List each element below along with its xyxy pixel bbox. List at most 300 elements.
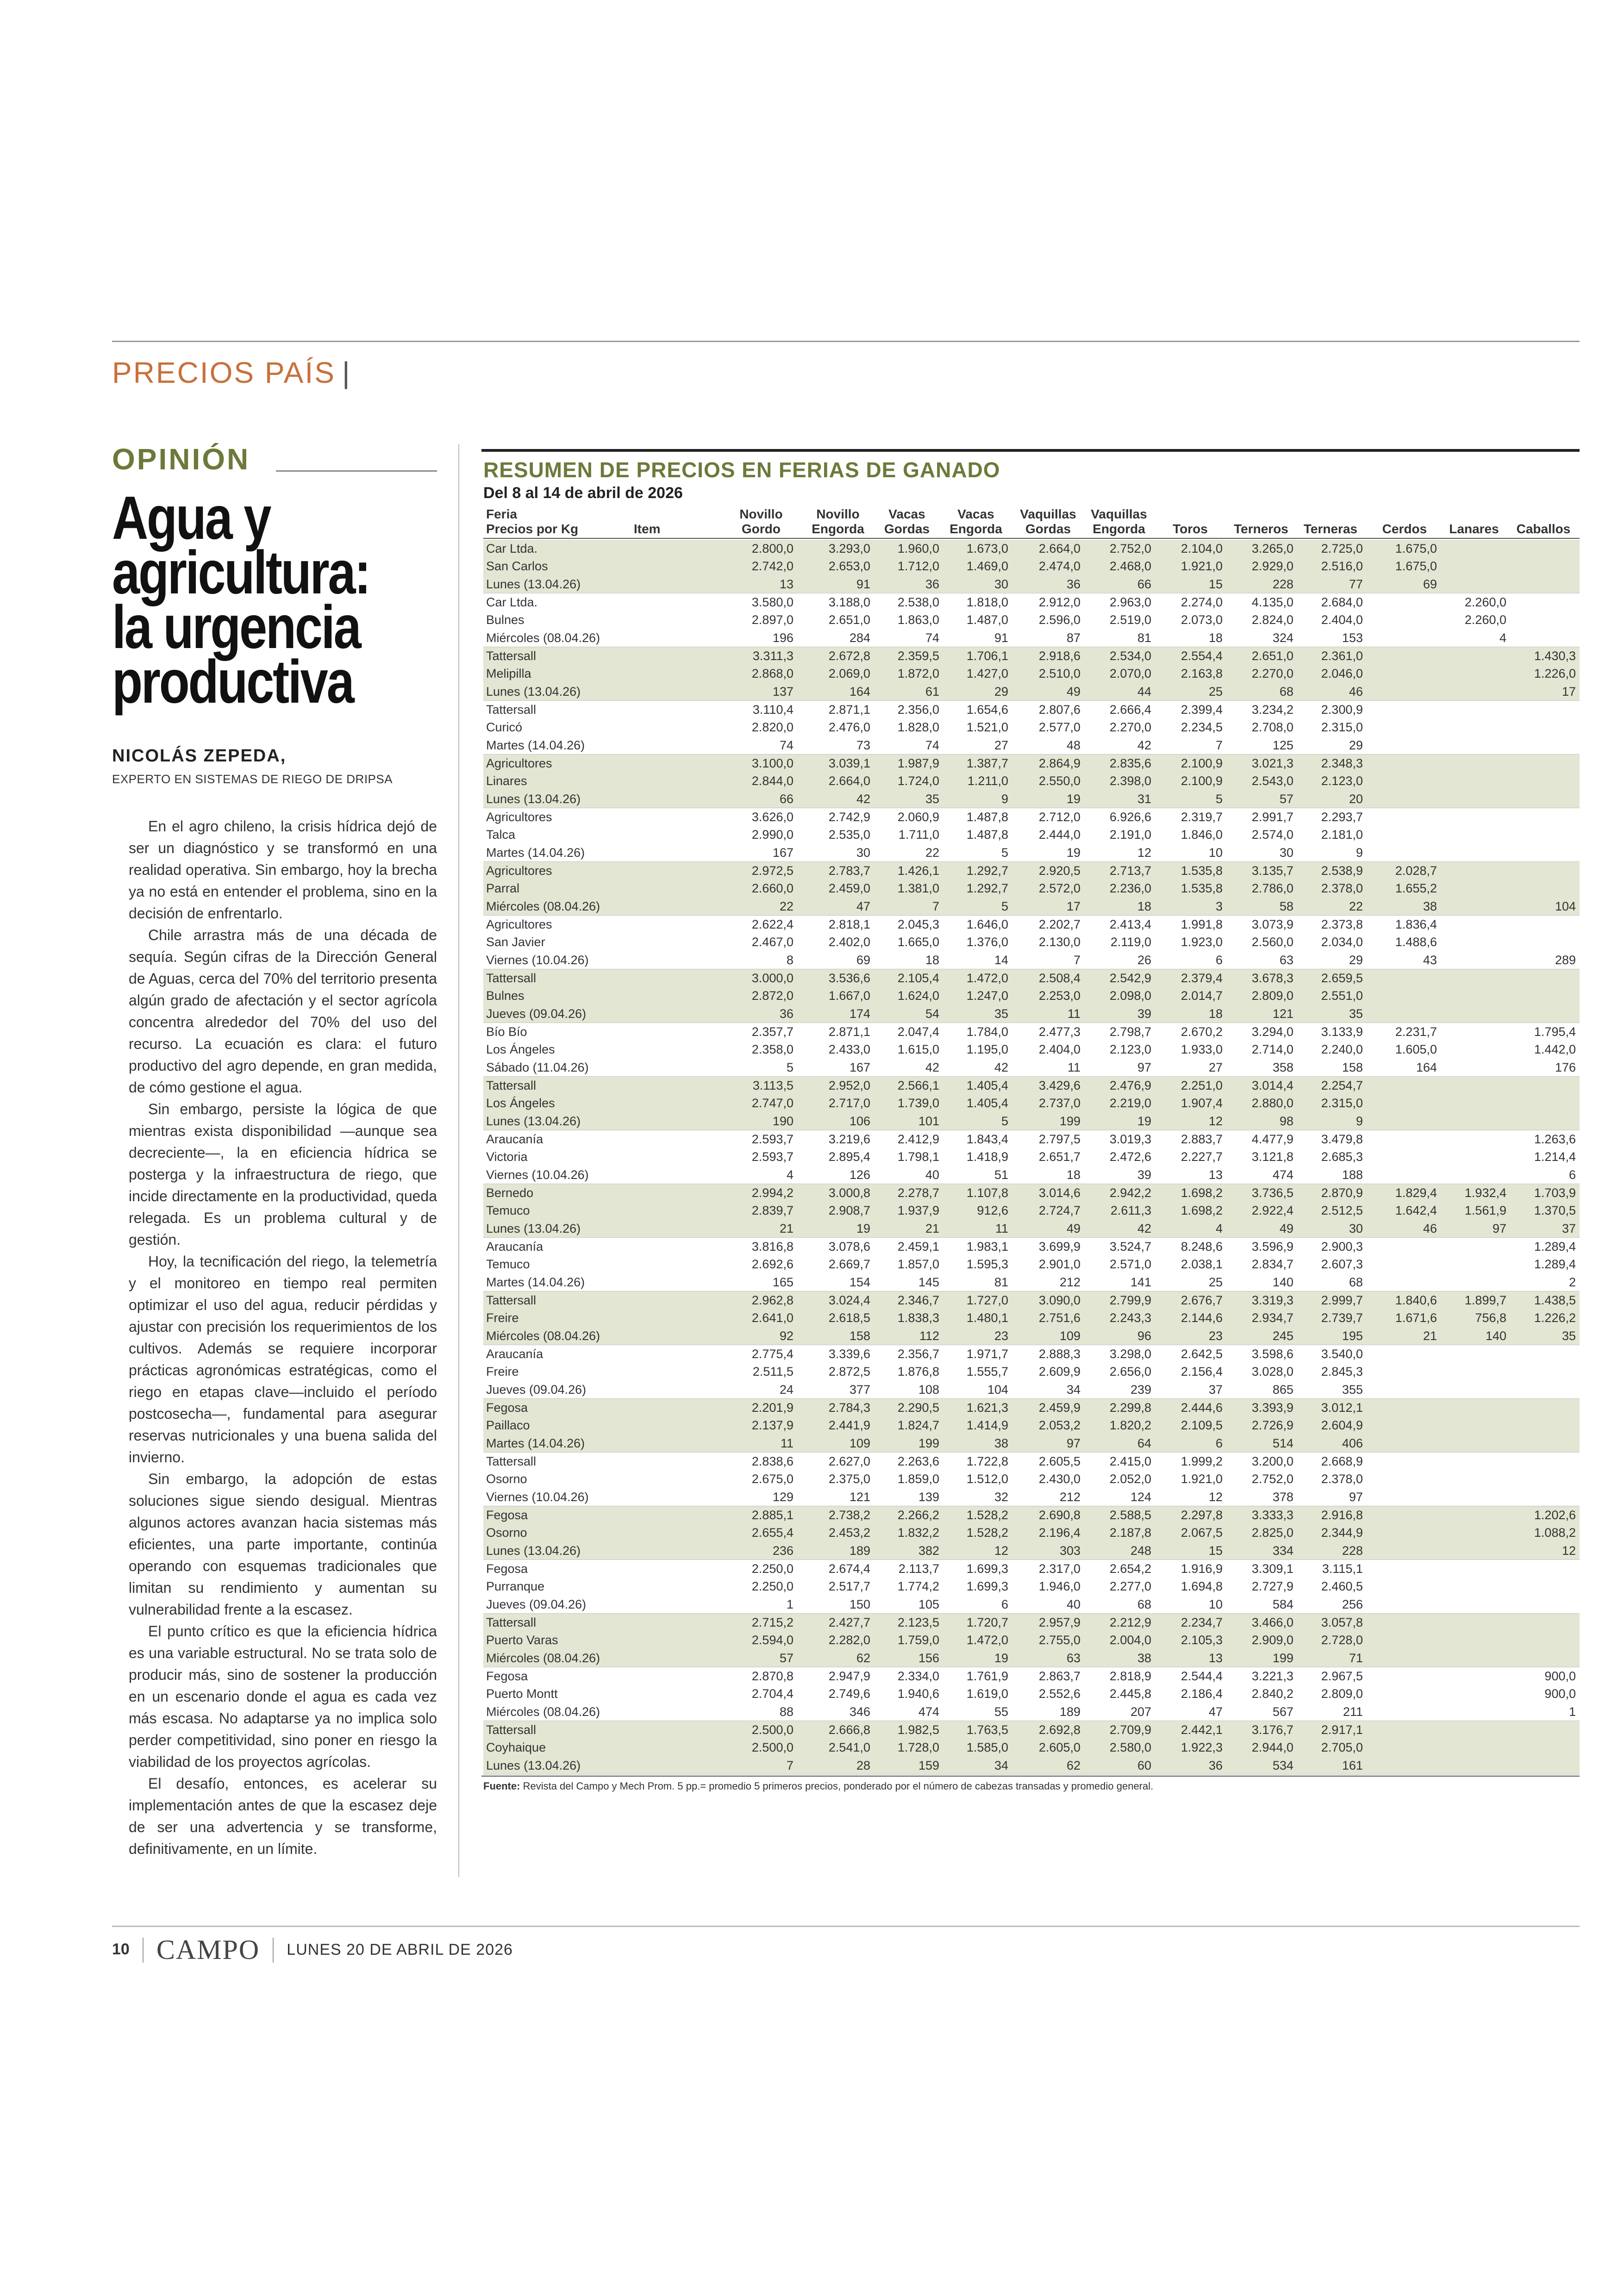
price-cell: 1.426,1 <box>897 864 939 878</box>
table-row <box>483 1721 1580 1739</box>
price-cell: 2.618,5 <box>828 1311 870 1325</box>
price-cell: 1.982,5 <box>897 1723 939 1737</box>
table-row <box>483 665 1580 682</box>
price-cell: 2.901,0 <box>1038 1257 1081 1272</box>
table-row <box>483 1667 1580 1685</box>
price-cell: 1.694,8 <box>1181 1579 1223 1594</box>
price-cell: 63 <box>1279 953 1293 967</box>
price-cell: 2.550,0 <box>1038 774 1081 788</box>
price-cell: 865 <box>1272 1382 1293 1397</box>
price-cell: 3.115,1 <box>1322 1562 1363 1576</box>
price-cell: 19 <box>856 1221 870 1235</box>
price-cell: 2.156,4 <box>1181 1365 1223 1379</box>
feria-cell: Bío Bío <box>486 1025 527 1039</box>
table-row <box>483 611 1580 629</box>
feria-cell: San Carlos <box>486 559 548 574</box>
price-cell: 228 <box>1272 577 1293 591</box>
price-cell: 57 <box>1279 792 1293 806</box>
price-cell: 2.299,8 <box>1109 1401 1151 1415</box>
price-cell: 195 <box>1342 1328 1363 1343</box>
price-cell: 2.685,3 <box>1321 1150 1363 1164</box>
price-cell: 2.412,9 <box>897 1132 939 1146</box>
price-cell: 2.870,9 <box>1321 1186 1363 1200</box>
price-cell: 125 <box>1272 738 1293 752</box>
price-cell: 77 <box>1349 577 1363 591</box>
price-cell: 1.872,0 <box>897 667 939 681</box>
feria-group <box>483 1077 1580 1130</box>
price-cell: 1.528,2 <box>966 1508 1008 1522</box>
price-cell: 62 <box>1066 1758 1081 1772</box>
price-cell: 474 <box>1272 1167 1293 1182</box>
feria-cell: Bulnes <box>486 613 525 627</box>
price-cell: 63 <box>1066 1651 1081 1665</box>
table-row <box>483 1506 1580 1524</box>
feria-group <box>483 1667 1580 1721</box>
feria-cell: Tattersall <box>486 1293 537 1307</box>
table-row <box>483 1220 1580 1237</box>
price-cell: 2.508,4 <box>1038 971 1081 985</box>
table-row <box>483 916 1580 933</box>
price-cell: 137 <box>772 684 793 698</box>
price-cell: 2.704,4 <box>751 1687 793 1701</box>
price-cell: 1.759,0 <box>897 1633 939 1647</box>
price-cell: 2.297,8 <box>1181 1508 1223 1522</box>
price-cell: 1.907,4 <box>1181 1096 1223 1110</box>
feria-group <box>483 808 1580 862</box>
price-cell: 324 <box>1272 630 1293 645</box>
price-cell: 2.402,0 <box>828 935 870 949</box>
price-cell: 1.706,1 <box>966 649 1008 663</box>
table-row <box>483 1023 1580 1041</box>
price-cell: 49 <box>1066 684 1081 698</box>
price-cell: 2.783,7 <box>828 864 870 878</box>
table-row <box>483 862 1580 879</box>
price-cell: 1.289,4 <box>1534 1240 1576 1254</box>
price-cell: 2.534,0 <box>1109 649 1151 663</box>
price-cell: 1.859,0 <box>897 1472 939 1486</box>
price-cell: 2.253,0 <box>1038 989 1081 1003</box>
feria-cell: Puerto Varas <box>486 1633 558 1647</box>
price-cell: 2.144,6 <box>1181 1311 1223 1325</box>
price-cell: 1.795,4 <box>1534 1025 1576 1039</box>
feria-cell: Tattersall <box>486 1615 537 1629</box>
price-cell: 145 <box>918 1275 939 1289</box>
price-cell: 1.654,6 <box>966 703 1008 717</box>
feria-cell: Osorno <box>486 1526 527 1540</box>
price-cell: 2.651,0 <box>1251 649 1293 663</box>
price-cell: 2.824,0 <box>1251 613 1293 627</box>
price-cell: 1.211,0 <box>967 774 1008 788</box>
price-cell: 2.290,5 <box>897 1401 939 1415</box>
price-cell: 2.187,8 <box>1109 1526 1151 1540</box>
price-cell: 2.104,0 <box>1181 542 1223 555</box>
price-cell: 98 <box>1279 1114 1293 1128</box>
price-cell: 1.621,3 <box>966 1401 1008 1415</box>
price-cell: 156 <box>918 1651 939 1665</box>
price-cell: 2.809,0 <box>1321 1687 1363 1701</box>
feria-cell: Lunes (13.04.26) <box>486 1543 581 1558</box>
price-cell: 1.381,0 <box>897 881 939 896</box>
price-cell: 2.660,0 <box>751 881 793 896</box>
table-date-range: Del 8 al 14 de abril de 2026 <box>483 484 683 502</box>
price-cell: 3.596,9 <box>1251 1240 1293 1254</box>
price-cell: 2.920,5 <box>1038 864 1081 878</box>
price-cell: 36 <box>925 577 939 591</box>
price-cell: 54 <box>925 1006 939 1021</box>
price-cell: 2.201,9 <box>751 1401 793 1415</box>
price-cell: 69 <box>1423 577 1437 591</box>
price-cell: 3.014,4 <box>1251 1079 1293 1092</box>
feria-cell: Paillaco <box>486 1418 530 1433</box>
price-cell: 2.656,0 <box>1109 1365 1151 1379</box>
feria-cell: Car Ltda. <box>486 542 538 555</box>
price-cell: 2.712,0 <box>1038 810 1081 824</box>
price-cell: 2.250,0 <box>751 1579 793 1594</box>
price-cell: 2.356,0 <box>897 703 939 717</box>
price-cell: 284 <box>849 630 870 645</box>
price-cell: 2.315,0 <box>1321 720 1363 735</box>
table-row <box>483 1130 1580 1148</box>
price-cell: 2.888,3 <box>1038 1347 1081 1361</box>
price-cell: 1.414,9 <box>966 1418 1008 1433</box>
price-cell: 2.477,3 <box>1038 1025 1081 1039</box>
price-cell: 2.260,0 <box>1464 613 1506 627</box>
price-cell: 2.468,0 <box>1109 559 1151 574</box>
feria-cell: Jueves (09.04.26) <box>486 1597 587 1611</box>
price-cell: 21 <box>779 1221 793 1235</box>
price-cell: 2.799,9 <box>1109 1293 1151 1307</box>
price-cell: 900,0 <box>1544 1669 1576 1683</box>
price-cell: 2.669,7 <box>828 1257 870 1272</box>
price-cell: 1.720,7 <box>966 1615 1008 1629</box>
table-row <box>483 701 1580 718</box>
price-cell: 474 <box>918 1704 939 1719</box>
price-cell: 2.863,7 <box>1038 1669 1081 1683</box>
price-cell: 97 <box>1349 1490 1363 1504</box>
price-cell: 60 <box>1137 1758 1151 1772</box>
price-cell: 30 <box>994 577 1008 591</box>
price-cell: 42 <box>994 1060 1008 1074</box>
price-cell: 7 <box>1073 953 1081 967</box>
price-cell: 3.429,6 <box>1038 1079 1081 1092</box>
price-cell: 5 <box>1001 1114 1008 1128</box>
price-cell: 2.510,0 <box>1038 667 1081 681</box>
feria-cell: Fegosa <box>486 1562 528 1576</box>
price-cell: 1.829,4 <box>1395 1186 1437 1200</box>
price-cell: 140 <box>1272 1275 1293 1289</box>
feria-cell: Temuco <box>486 1257 530 1272</box>
price-cell: 4.135,0 <box>1251 595 1293 609</box>
price-cell: 2.664,0 <box>1038 542 1081 555</box>
price-cell: 101 <box>918 1114 939 1128</box>
feria-cell: Tattersall <box>486 971 537 985</box>
table-row <box>483 575 1580 593</box>
price-cell: 2.668,9 <box>1321 1454 1363 1468</box>
price-cell: 38 <box>1137 1651 1151 1665</box>
table-row <box>483 1685 1580 1703</box>
feria-group <box>483 1291 1580 1345</box>
price-cell: 42 <box>1137 1221 1151 1235</box>
price-cell: 900,0 <box>1544 1687 1576 1701</box>
price-cell: 2.219,0 <box>1109 1096 1151 1110</box>
table-row <box>483 772 1580 790</box>
price-cell: 2.800,0 <box>751 542 793 555</box>
price-cell: 2.654,2 <box>1109 1562 1151 1576</box>
table-bottom-rule <box>481 1776 1580 1777</box>
price-cell: 236 <box>772 1543 793 1558</box>
table-row <box>483 1649 1580 1667</box>
column-header: Vaquillas <box>1020 507 1076 521</box>
table-row <box>483 969 1580 987</box>
feria-cell: San Javier <box>486 935 545 949</box>
feria-cell: Melipilla <box>486 667 531 681</box>
table-row <box>483 1560 1580 1578</box>
price-cell: 154 <box>849 1275 870 1289</box>
price-cell: 140 <box>1485 1328 1506 1343</box>
table-row <box>483 808 1580 826</box>
header-item: Item <box>634 522 661 536</box>
price-cell: 2.962,8 <box>751 1293 793 1307</box>
feria-group <box>483 1023 1580 1077</box>
price-cell: 2.105,3 <box>1181 1633 1223 1647</box>
price-cell: 3.293,0 <box>828 542 870 555</box>
price-cell: 2.014,7 <box>1181 989 1223 1003</box>
price-cell: 2.684,0 <box>1321 595 1363 609</box>
footer-date: LUNES 20 DE ABRIL DE 2026 <box>287 1941 513 1958</box>
price-cell: 15 <box>1208 577 1223 591</box>
price-cell: 66 <box>1137 577 1151 591</box>
price-cell: 2.807,6 <box>1038 703 1081 717</box>
price-cell: 1.724,0 <box>897 774 939 788</box>
price-cell: 1.405,4 <box>966 1096 1008 1110</box>
price-cell: 6 <box>1215 1436 1223 1450</box>
price-cell: 2.278,7 <box>897 1186 939 1200</box>
price-cell: 150 <box>849 1597 870 1611</box>
feria-cell: Agricultores <box>486 864 552 878</box>
price-cell: 34 <box>994 1758 1008 1772</box>
price-cell: 2.415,0 <box>1109 1454 1151 1468</box>
price-cell: 28 <box>856 1758 870 1772</box>
price-cell: 2.594,0 <box>751 1633 793 1647</box>
price-cell: 12 <box>1137 845 1151 860</box>
price-cell: 2.378,0 <box>1321 881 1363 896</box>
price-cell: 2.045,3 <box>897 917 939 931</box>
price-cell: 2.453,2 <box>828 1526 870 1540</box>
price-cell: 4 <box>786 1167 793 1182</box>
price-cell: 245 <box>1272 1328 1293 1343</box>
price-cell: 2.870,8 <box>751 1669 793 1683</box>
price-cell: 2.622,4 <box>751 917 793 931</box>
footer-rule <box>112 1926 1580 1927</box>
feria-cell: Araucanía <box>486 1240 543 1254</box>
price-cell: 3.816,8 <box>751 1240 793 1254</box>
price-cell: 39 <box>1137 1167 1151 1182</box>
price-cell: 10 <box>1208 1597 1223 1611</box>
price-cell: 5 <box>1215 792 1223 806</box>
price-cell: 2.738,2 <box>828 1508 870 1522</box>
price-cell: 1.595,3 <box>966 1257 1008 1272</box>
price-cell: 2.609,9 <box>1038 1365 1081 1379</box>
column-header: Engorda <box>949 522 1002 536</box>
price-cell: 15 <box>1208 1543 1223 1558</box>
feria-group <box>483 969 1580 1023</box>
price-cell: 1.836,4 <box>1395 917 1437 931</box>
feria-group <box>483 755 1580 808</box>
price-cell: 2.137,9 <box>751 1418 793 1433</box>
price-cell: 1.824,7 <box>897 1418 939 1433</box>
price-cell: 40 <box>925 1167 939 1182</box>
price-cell: 42 <box>1137 738 1151 752</box>
price-cell: 1.646,0 <box>966 917 1008 931</box>
price-cell: 18 <box>1066 1167 1081 1182</box>
price-cell: 3.028,0 <box>1251 1365 1293 1379</box>
price-cell: 2.130,0 <box>1038 935 1081 949</box>
price-cell: 1.820,2 <box>1109 1418 1151 1433</box>
price-cell: 2.467,0 <box>751 935 793 949</box>
price-cell: 12 <box>1208 1114 1223 1128</box>
price-cell: 1.289,4 <box>1534 1257 1576 1272</box>
price-cell: 2.236,0 <box>1109 881 1151 896</box>
price-cell: 2.751,6 <box>1038 1311 1081 1325</box>
price-cell: 2.674,4 <box>828 1562 870 1576</box>
price-cell: 2.357,7 <box>751 1025 793 1039</box>
paragraph: Hoy, la tecnificación del riego, la telemetría y el monitoreo en tiempo real permiten optimizar el uso del agua, reducir pérdidas y ajustar con precisión los requerimientos de los cultivos. Además se requiere incorporar prácticas agronómicas estratégicas, como el riego en etapas clave—incluido el período postcosecha—, fundamental para asegurar reservas nutricionales y una buena salida del invierno. <box>129 1253 437 1466</box>
price-cell: 129 <box>772 1490 793 1504</box>
table-row <box>483 647 1580 665</box>
feria-cell: Talca <box>486 828 516 842</box>
price-cell: 7 <box>1215 738 1223 752</box>
price-cell: 2.251,0 <box>1181 1079 1223 1092</box>
price-cell: 18 <box>1208 1006 1223 1021</box>
price-cell: 2.444,0 <box>1038 828 1081 842</box>
opinion-label: OPINIÓN <box>112 443 250 476</box>
price-cell: 38 <box>994 1436 1008 1450</box>
price-cell: 1.195,0 <box>966 1042 1008 1057</box>
table-row <box>483 629 1580 647</box>
price-cell: 2.212,9 <box>1109 1615 1151 1629</box>
price-cell: 126 <box>849 1167 870 1182</box>
price-cell: 2.726,9 <box>1251 1418 1293 1433</box>
price-cell: 2.963,0 <box>1109 595 1151 609</box>
price-cell: 1.488,6 <box>1395 935 1437 949</box>
price-cell: 49 <box>1066 1221 1081 1235</box>
feria-cell: Osorno <box>486 1472 527 1486</box>
price-cell: 2.234,5 <box>1181 720 1223 735</box>
price-cell: 3.339,6 <box>828 1347 870 1361</box>
table-row <box>483 1166 1580 1184</box>
price-cell: 1.932,4 <box>1464 1186 1506 1200</box>
price-cell: 1.528,2 <box>966 1526 1008 1540</box>
price-cell: 2.551,0 <box>1321 989 1363 1003</box>
price-cell: 2.690,8 <box>1038 1508 1081 1522</box>
price-cell: 40 <box>1066 1597 1081 1611</box>
feria-cell: Miércoles (08.04.26) <box>486 1704 600 1719</box>
price-cell: 2.942,2 <box>1109 1186 1151 1200</box>
price-cell: 2.883,7 <box>1181 1132 1223 1146</box>
price-cell: 2.231,7 <box>1395 1025 1437 1039</box>
price-cell: 1.991,8 <box>1181 917 1223 931</box>
feria-cell: Car Ltda. <box>486 595 538 609</box>
price-cell: 13 <box>779 577 793 591</box>
table-title: RESUMEN DE PRECIOS EN FERIAS DE GANADO <box>483 458 1000 482</box>
price-cell: 21 <box>925 1221 939 1235</box>
section-header <box>112 355 351 390</box>
price-cell: 36 <box>779 1006 793 1021</box>
table-row <box>483 1112 1580 1130</box>
price-cell: 2.227,7 <box>1181 1150 1223 1164</box>
price-cell: 44 <box>1137 684 1151 698</box>
price-cell: 1.535,8 <box>1181 864 1223 878</box>
table-row <box>483 826 1580 843</box>
section-title: PRECIOS PAÍS <box>112 356 336 389</box>
paragraph: Sin embargo, la adopción de estas soluciones sigue siendo desigual. Mientras algunos actores avanzan hacia sistemas más eficientes, una parte importante, continúa operando con esquemas tradicionales que limitan su rendimiento y aumentan su vulnerabilidad frente a la escasez. <box>129 1471 437 1618</box>
price-cell: 167 <box>849 1060 870 1074</box>
price-cell: 3.479,8 <box>1321 1132 1363 1146</box>
price-cell: 207 <box>1130 1704 1151 1719</box>
paragraph: Chile arrastra más de una década de sequía. Según cifras de la Dirección General de Aguas, cerca del 70% del territorio presenta algún grado de afectación y el sector agrícola concentra alrededor del 70% del uso del recurso. La ecuación es clara: el futuro productivo del agro depende, en gran medida, de cómo gestione el agua. <box>129 927 437 1096</box>
price-cell: 2.670,2 <box>1181 1025 1223 1039</box>
table-row <box>483 1148 1580 1166</box>
price-cell: 1.619,0 <box>966 1687 1008 1701</box>
table-row <box>483 1363 1580 1380</box>
price-cell: 289 <box>1555 953 1576 967</box>
price-cell: 74 <box>925 738 939 752</box>
price-cell: 2.642,5 <box>1181 1347 1223 1361</box>
price-cell: 382 <box>918 1543 939 1558</box>
feria-group <box>483 1453 1580 1506</box>
price-cell: 141 <box>1130 1275 1151 1289</box>
price-cell: 12 <box>1208 1490 1223 1504</box>
price-cell: 2.073,0 <box>1181 613 1223 627</box>
feria-cell: Agricultores <box>486 917 552 931</box>
price-cell: 2.459,0 <box>828 881 870 896</box>
feria-cell: Fegosa <box>486 1401 528 1415</box>
price-cell: 1.387,7 <box>966 756 1008 770</box>
feria-cell: Viernes (10.04.26) <box>486 1167 589 1182</box>
price-cell: 68 <box>1279 684 1293 698</box>
header-precios: Precios por Kg <box>486 522 579 536</box>
price-cell: 188 <box>1342 1167 1363 1182</box>
column-header: Cerdos <box>1382 522 1427 536</box>
header-feria: Feria <box>486 507 517 521</box>
price-cell: 2.319,7 <box>1181 810 1223 824</box>
headline-line: agricultura: <box>112 538 370 606</box>
price-cell: 1.535,8 <box>1181 881 1223 896</box>
feria-cell: Lunes (13.04.26) <box>486 684 581 698</box>
price-cell: 29 <box>1349 953 1363 967</box>
price-cell: 228 <box>1342 1543 1363 1558</box>
price-cell: 12 <box>994 1543 1008 1558</box>
price-cell: 2.105,4 <box>897 971 939 985</box>
price-cell: 57 <box>779 1651 793 1665</box>
price-cell: 2.957,9 <box>1038 1615 1081 1629</box>
price-cell: 2.053,2 <box>1038 1418 1081 1433</box>
feria-cell: Bernedo <box>486 1186 534 1200</box>
price-cell: 2.512,5 <box>1321 1204 1363 1218</box>
price-cell: 38 <box>1423 899 1437 913</box>
price-cell: 1.971,7 <box>966 1347 1008 1361</box>
price-cell: 87 <box>1066 630 1081 645</box>
feria-group <box>483 1721 1580 1775</box>
feria-group <box>483 593 1580 647</box>
price-cell: 2.070,0 <box>1109 667 1151 681</box>
price-cell: 2.460,5 <box>1321 1579 1363 1594</box>
price-cell: 58 <box>1279 899 1293 913</box>
column-divider <box>458 444 459 1877</box>
price-cell: 2.653,0 <box>828 559 870 574</box>
price-cell: 153 <box>1342 630 1363 645</box>
price-cell: 358 <box>1272 1060 1293 1074</box>
